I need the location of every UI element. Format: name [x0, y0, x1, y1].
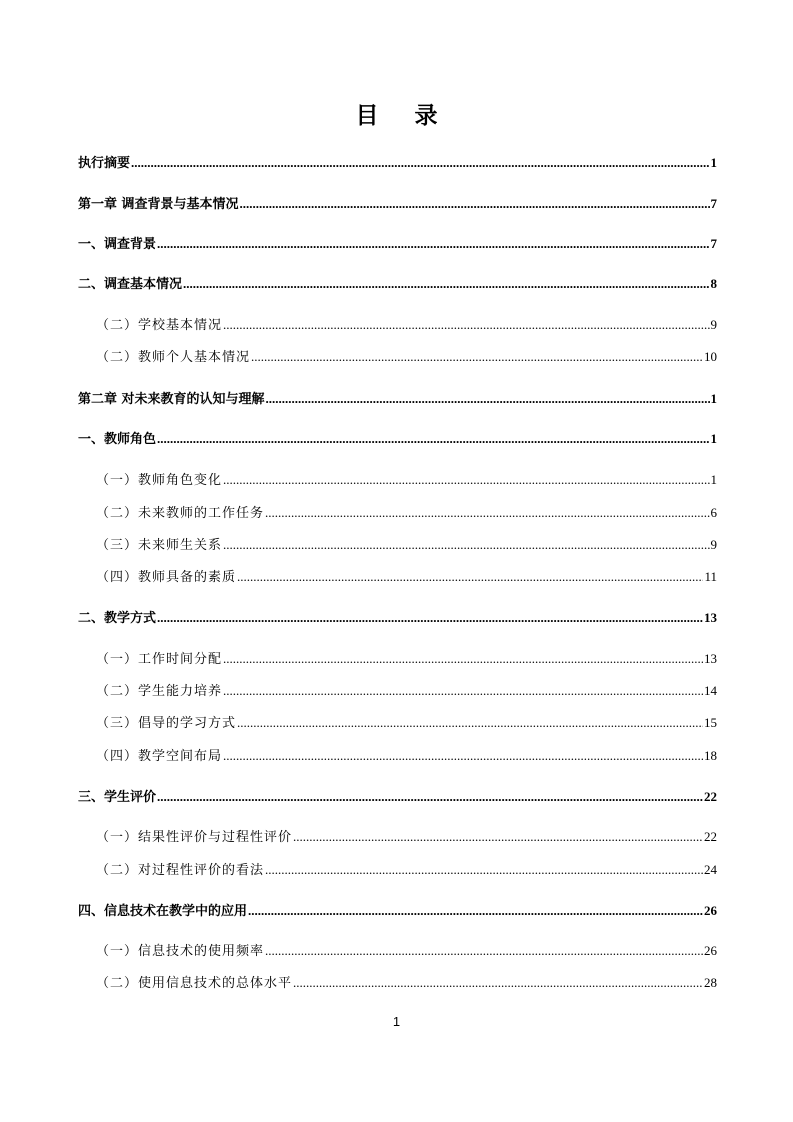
toc-dot-leader [157, 607, 703, 629]
toc-entry[interactable] [78, 152, 717, 174]
toc-entry-page: 1 [710, 155, 717, 170]
toc-entry[interactable] [78, 273, 717, 295]
toc-dot-leader [223, 314, 709, 336]
toc-dot-leader [251, 346, 703, 368]
toc-entry-page: 13 [704, 651, 717, 666]
toc-dot-leader [131, 152, 709, 174]
toc-entry[interactable] [96, 972, 717, 994]
toc-entry-page: 22 [704, 829, 717, 844]
toc-entry-page: 28 [704, 975, 717, 990]
toc-entry-page: 15 [704, 715, 717, 730]
toc-entry-title: 执行摘要 [78, 156, 131, 171]
toc-dot-leader [223, 648, 703, 670]
toc-entry-title: （一）结果性评价与过程性评价 [96, 830, 293, 845]
toc-dot-leader [265, 502, 709, 524]
toc-entry-page: 26 [704, 903, 717, 918]
toc-dot-leader [293, 826, 703, 848]
toc-entry-title: （二）学校基本情况 [96, 318, 223, 333]
toc-entry-page: 24 [704, 862, 717, 877]
toc-dot-leader [266, 388, 710, 410]
toc-entry-title: （二）对过程性评价的看法 [96, 863, 265, 878]
toc-entry-title: （二）学生能力培养 [96, 684, 223, 699]
toc-entry[interactable] [78, 388, 717, 410]
toc-entry[interactable] [96, 502, 717, 524]
toc-dot-leader [237, 712, 703, 734]
toc-entry-title: 三、学生评价 [78, 790, 157, 805]
toc-entry[interactable] [96, 469, 717, 491]
toc-entry[interactable] [78, 193, 717, 215]
toc-entry[interactable] [96, 314, 717, 336]
toc-entry-page: 7 [710, 196, 717, 211]
toc-entry-title: 二、教学方式 [78, 611, 157, 626]
toc-entry[interactable] [96, 534, 717, 556]
toc-entry-page: 7 [710, 236, 717, 251]
toc-entry[interactable] [96, 859, 717, 881]
toc-dot-leader [223, 745, 703, 767]
toc-entry-title: （二）教师个人基本情况 [96, 350, 251, 365]
toc-dot-leader [157, 786, 703, 808]
toc-entry-page: 9 [710, 537, 717, 552]
toc-dot-leader [223, 469, 709, 491]
toc-entry[interactable] [96, 648, 717, 670]
toc-dot-leader [183, 273, 709, 295]
toc-dot-leader [223, 534, 709, 556]
toc-entry-title: 一、调查背景 [78, 237, 157, 252]
toc-entry[interactable] [78, 233, 717, 255]
toc-entry-title: （一）工作时间分配 [96, 652, 223, 667]
toc-entry-page: 10 [704, 349, 717, 364]
toc-dot-leader [157, 233, 709, 255]
toc-dot-leader [293, 972, 703, 994]
toc-dot-leader [157, 428, 709, 450]
toc-entry[interactable] [96, 940, 717, 962]
toc-entry[interactable] [96, 712, 717, 734]
toc-entry-page: 22 [704, 789, 717, 804]
toc-entry[interactable] [96, 346, 717, 368]
toc-entry-page: 11 [704, 569, 717, 584]
toc-entry-page: 1 [710, 391, 717, 406]
toc-dot-leader [223, 680, 703, 702]
toc-entry[interactable] [96, 566, 717, 588]
toc-entry-title: （四）教师具备的素质 [96, 570, 237, 585]
toc-entry[interactable] [78, 428, 717, 450]
toc-entry-page: 9 [710, 317, 717, 332]
toc-entry-title: （三）未来师生关系 [96, 538, 223, 553]
toc-entry-title: 一、教师角色 [78, 432, 157, 447]
toc-entry-title: （二）未来教师的工作任务 [96, 506, 265, 521]
toc-entry-page: 14 [704, 683, 717, 698]
toc-entry-title: 四、信息技术在教学中的应用 [78, 904, 248, 919]
toc-entry-title: （三）倡导的学习方式 [96, 716, 237, 731]
toc-dot-leader [240, 193, 710, 215]
toc-entry-page: 18 [704, 748, 717, 763]
toc-dot-leader [237, 566, 703, 588]
toc-entry[interactable] [96, 680, 717, 702]
toc-entry-page: 1 [710, 472, 717, 487]
page-title: 目 录 [355, 102, 452, 129]
toc-entry[interactable] [96, 745, 717, 767]
toc-entry[interactable] [96, 826, 717, 848]
toc-entry-title: （四）教学空间布局 [96, 749, 223, 764]
toc-entry-page: 26 [704, 943, 717, 958]
toc-entry[interactable] [78, 786, 717, 808]
toc-dot-leader [265, 859, 703, 881]
toc-dot-leader [265, 940, 703, 962]
toc-entry[interactable] [78, 607, 717, 629]
toc-dot-leader [248, 900, 703, 922]
toc-entry-page: 13 [704, 610, 717, 625]
toc-entry-title: 第一章 调查背景与基本情况 [78, 197, 239, 212]
toc-entry-page: 6 [710, 505, 717, 520]
footer-page-number: 1 [392, 1014, 401, 1029]
toc-entry[interactable] [78, 900, 717, 922]
toc-entry-title: （一）教师角色变化 [96, 473, 223, 488]
toc-entry-title: 第二章 对未来教育的认知与理解 [78, 392, 265, 407]
toc-entry-page: 1 [710, 431, 717, 446]
toc-entry-title: （二）使用信息技术的总体水平 [96, 976, 293, 991]
toc-entry-title: （一）信息技术的使用频率 [96, 944, 265, 959]
toc-entry-page: 8 [710, 276, 717, 291]
toc-entry-title: 二、调查基本情况 [78, 277, 183, 292]
